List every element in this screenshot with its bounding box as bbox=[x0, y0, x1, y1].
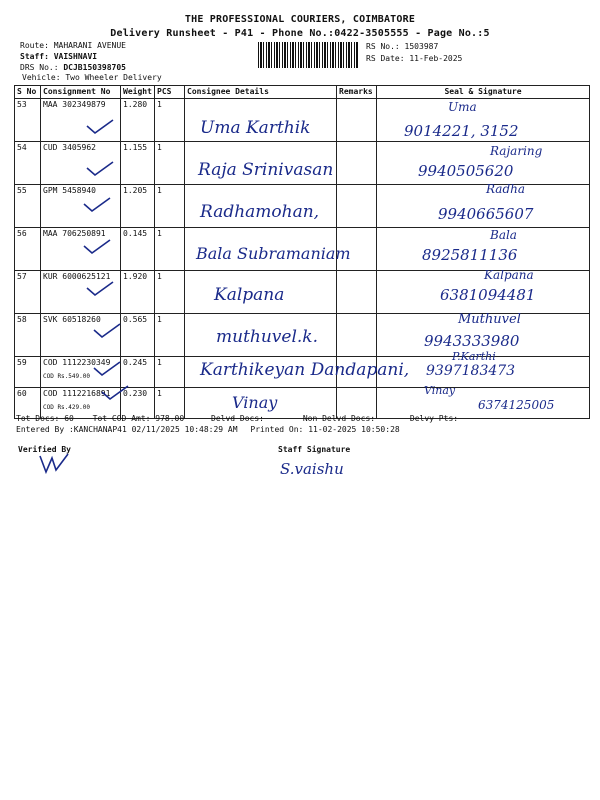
hw-consignee-58: muthuvel.k. bbox=[216, 327, 319, 347]
cell-sno: 54 bbox=[15, 142, 41, 185]
staff-line bbox=[20, 52, 97, 61]
cell-weight: 1.280 bbox=[121, 99, 155, 142]
hw-consignee-55: Radhamohan, bbox=[200, 202, 320, 222]
tot-cod-label: Tot COD Amt: bbox=[92, 414, 151, 423]
cell-weight: 0.145 bbox=[121, 228, 155, 271]
cell-weight: 0.245 bbox=[121, 357, 155, 388]
cell-remarks bbox=[337, 185, 377, 228]
cell-pcs: 1 bbox=[155, 271, 185, 314]
col-sno: S No bbox=[15, 86, 41, 99]
company-title: THE PROFESSIONAL COURIERS, COIMBATORE bbox=[184, 14, 416, 25]
staff-signature-label: Staff Signature bbox=[278, 445, 351, 454]
hw-seal-phone-59: 9397183473 bbox=[426, 363, 516, 379]
tick-mark-icon bbox=[82, 238, 112, 256]
hw-seal-name-56: Bala bbox=[490, 228, 517, 242]
cell-weight: 1.205 bbox=[121, 185, 155, 228]
cell-pcs: 1 bbox=[155, 228, 185, 271]
route-line bbox=[20, 41, 126, 50]
cell-sno: 55 bbox=[15, 185, 41, 228]
cell-pcs: 1 bbox=[155, 99, 185, 142]
table-header-row bbox=[15, 86, 590, 99]
cell-weight: 1.920 bbox=[121, 271, 155, 314]
col-weight: Weight bbox=[121, 86, 155, 99]
tot-docs-value: 60 bbox=[64, 414, 74, 423]
cell-consignment: MAA 302349879 bbox=[41, 99, 121, 142]
cell-sno: 58 bbox=[15, 314, 41, 357]
vehicle-label: Vehicle: bbox=[22, 73, 61, 82]
hw-consignee-60: Vinay bbox=[232, 393, 278, 412]
rs-date-value: 11-Feb-2025 bbox=[409, 54, 463, 63]
delvy-pts-label: Delvy Pts: bbox=[409, 414, 459, 423]
cell-weight: 0.230 bbox=[121, 388, 155, 419]
cell-consignment: KUR 6000625121 bbox=[41, 271, 121, 314]
hw-seal-phone-54: 9940505620 bbox=[418, 162, 514, 180]
tick-mark-icon bbox=[85, 160, 115, 178]
cod-amount: COD Rs.429.00 bbox=[43, 404, 90, 411]
hw-seal-phone-56: 8925811136 bbox=[422, 246, 518, 264]
delvd-docs-label: Delvd Docs: bbox=[211, 414, 264, 423]
vehicle-line bbox=[22, 73, 162, 82]
col-remarks: Remarks bbox=[337, 86, 377, 99]
hw-consignee-57: Kalpana bbox=[214, 285, 285, 305]
cell-sno: 59 bbox=[15, 357, 41, 388]
hw-consignee-56: Bala Subramaniam bbox=[196, 244, 351, 263]
rs-no-line bbox=[366, 42, 438, 51]
hw-seal-phone-55: 9940665607 bbox=[438, 205, 534, 223]
consignment-no: COD 1112216891 bbox=[43, 389, 111, 398]
drs-value: DCJB150398705 bbox=[63, 63, 126, 72]
cell-remarks bbox=[337, 99, 377, 142]
hw-seal-name-53: Uma bbox=[448, 100, 477, 114]
hw-seal-name-55: Radha bbox=[486, 182, 526, 196]
rs-no-value: 1503987 bbox=[404, 42, 439, 51]
cell-sno: 60 bbox=[15, 388, 41, 419]
cell-pcs: 1 bbox=[155, 388, 185, 419]
cell-consignment: MAA 706250891 bbox=[41, 228, 121, 271]
cell-sno: 57 bbox=[15, 271, 41, 314]
route-value: MAHARANI AVENUE bbox=[53, 41, 126, 50]
consignment-no: COD 1112230349 bbox=[43, 358, 111, 367]
tick-mark-icon bbox=[92, 360, 122, 378]
cell-sno: 56 bbox=[15, 228, 41, 271]
hw-seal-name-54: Rajaring bbox=[490, 144, 543, 158]
tick-mark-icon bbox=[85, 280, 115, 298]
hw-consignee-53: Uma Karthik bbox=[200, 118, 311, 138]
hw-seal-name-60: Vinay bbox=[424, 384, 456, 397]
tick-mark-icon bbox=[100, 384, 130, 402]
printed-on: Printed On: 11-02-2025 10:50:28 bbox=[250, 425, 400, 434]
cell-pcs: 1 bbox=[155, 185, 185, 228]
cell-pcs: 1 bbox=[155, 357, 185, 388]
hw-seal-phone-57: 6381094481 bbox=[440, 286, 536, 304]
entry-line bbox=[16, 425, 400, 434]
vehicle-value: Two Wheeler Delivery bbox=[65, 73, 162, 82]
hw-consignee-54: Raja Srinivasan bbox=[198, 160, 334, 180]
staff-signature-handwriting: S.vaishu bbox=[280, 460, 344, 478]
col-consignee: Consignee Details bbox=[185, 86, 337, 99]
runsheet-subtitle: Delivery Runsheet - P41 - Phone No.:0422-3505555 - Page No.:5 bbox=[110, 28, 490, 39]
col-consignment: Consignment No bbox=[41, 86, 121, 99]
cell-pcs: 1 bbox=[155, 314, 185, 357]
tot-cod-value: 978.00 bbox=[155, 414, 185, 423]
cell-remarks bbox=[337, 314, 377, 357]
tick-mark-icon bbox=[85, 118, 115, 136]
rs-date-label: RS Date: bbox=[366, 54, 405, 63]
rs-no-label: RS No.: bbox=[366, 42, 400, 51]
hw-seal-phone-60: 6374125005 bbox=[478, 398, 555, 412]
cell-consignment: SVK 60518260 bbox=[41, 314, 121, 357]
hw-consignee-59: Karthikeyan Dandapani, bbox=[200, 360, 410, 380]
cell-weight: 0.565 bbox=[121, 314, 155, 357]
tick-mark-icon bbox=[82, 196, 112, 214]
col-pcs: PCS bbox=[155, 86, 185, 99]
drs-label: DRS No.: bbox=[20, 63, 59, 72]
staff-value: VAISHNAVI bbox=[53, 52, 98, 61]
hw-seal-name-57: Kalpana bbox=[484, 268, 534, 282]
staff-label: Staff: bbox=[20, 52, 49, 61]
barcode bbox=[258, 42, 358, 68]
rs-date-line bbox=[366, 54, 462, 63]
col-seal: Seal & Signature bbox=[377, 86, 590, 99]
entered-by: Entered By :KANCHANAP41 02/11/2025 10:48:29 AM bbox=[16, 425, 238, 434]
route-label: Route: bbox=[20, 41, 49, 50]
cell-weight: 1.155 bbox=[121, 142, 155, 185]
verified-by-label: Verified By bbox=[18, 445, 71, 454]
hw-seal-phone-58: 9943333980 bbox=[424, 332, 520, 350]
totals-line bbox=[16, 414, 458, 423]
hw-seal-name-59: P.Karthi bbox=[452, 350, 496, 363]
cell-remarks bbox=[337, 271, 377, 314]
cell-consignment: GPM 5458940 bbox=[41, 185, 121, 228]
cell-sno: 53 bbox=[15, 99, 41, 142]
cell-consignment: CUD 3405962 bbox=[41, 142, 121, 185]
cell-pcs: 1 bbox=[155, 142, 185, 185]
tick-mark-icon bbox=[92, 322, 122, 340]
verified-signature-icon bbox=[36, 452, 72, 476]
hw-seal-name-58: Muthuvel bbox=[458, 312, 521, 327]
hw-seal-phone-53: 9014221, 3152 bbox=[404, 122, 519, 140]
tot-docs-label: Tot Docs: bbox=[16, 414, 60, 423]
non-delvd-label: Non Delvd Docs: bbox=[302, 414, 376, 423]
cell-remarks bbox=[337, 142, 377, 185]
drs-line bbox=[20, 63, 126, 72]
cod-amount: COD Rs.549.00 bbox=[43, 373, 90, 380]
